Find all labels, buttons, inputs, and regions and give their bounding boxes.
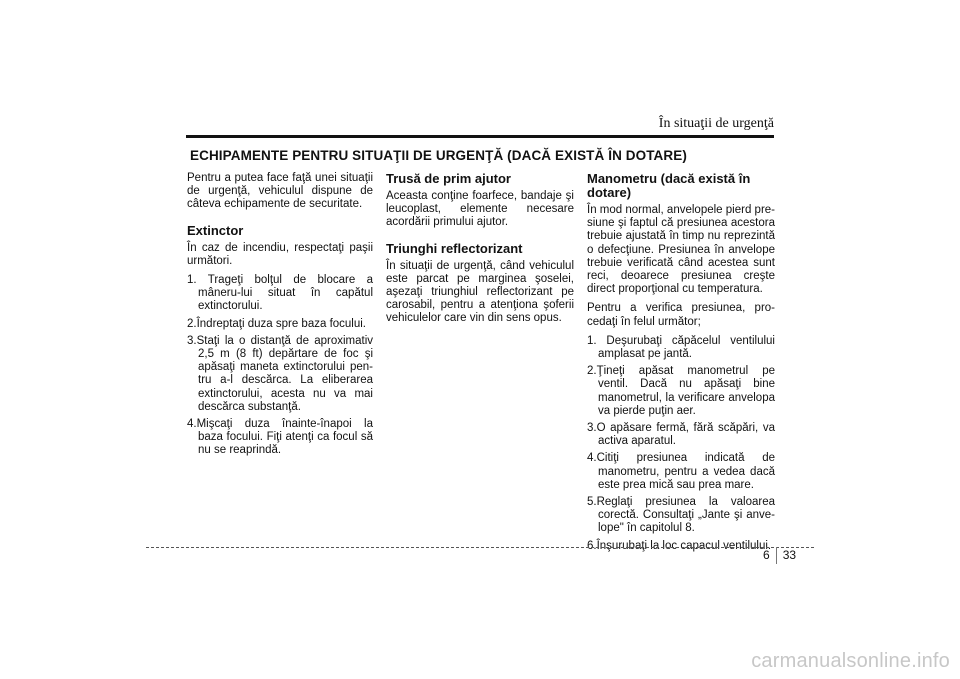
manometru-heading: Manometru (dacă există în dotare) xyxy=(587,171,751,200)
extinctor-step-3: 3.Staţi la o distanţă de aproximativ 2,5 m (8 ft) depărtare de foc şi apăsaţi maneta extinctorului pen-tru a-l descărca. La eliberarea extinctorului, acesta nu va mai descărca substanţă. xyxy=(187,334,373,413)
column-3 xyxy=(587,172,775,559)
extinctor-intro: În caz de incendiu, respectaţi paşii următori. xyxy=(187,241,373,267)
manometru-step-6: 6.Înşurubaţi la loc capacul ventilului. xyxy=(587,539,772,552)
extinctor-step-1: 1. Trageţi bolţul de blocare a mâneru-lui situat în capătul extinctorului. xyxy=(187,274,373,313)
extinctor-heading: Extinctor xyxy=(187,222,244,238)
manometru-paragraph-1: În mod normal, anvelopele pierd pre-siune şi faptul că presiunea acestora trebuie ajustată în timp nu reprezintă o defecţiune. Presiunea în anvelope trebuie verificată când acestea sunt reci, deoarece presiunea creşte direct proporţional cu temperatura. xyxy=(587,204,775,296)
chapter-number: 6 xyxy=(763,548,770,562)
trusa-text: Aceasta conţine foarfece, bandaje şi leucoplast, elemente necesare acordării primului ajutor. xyxy=(386,190,574,229)
extinctor-steps xyxy=(187,274,373,458)
header-rule xyxy=(186,135,774,138)
page-number-separator xyxy=(776,547,777,564)
manometru-steps xyxy=(587,335,775,553)
manometru-step-4: 4.Citiţi presiunea indicată de manometru, pentru a vedea dacă este prea mică sau prea mare. xyxy=(587,452,775,491)
manometru-step-3: 3.O apăsare fermă, fără scăpări, va activa aparatul. xyxy=(587,422,775,448)
extinctor-step-4: 4.Mişcaţi duza înainte-înapoi la baza focului. Fiţi atenţi ca focul să nu se reaprindă. xyxy=(187,418,373,457)
manometru-paragraph-2: Pentru a verifica presiunea, pro-cedaţi în felul următor; xyxy=(587,302,775,328)
triunghi-text: În situaţii de urgenţă, când vehiculul este parcat pe marginea şoselei, aşezaţi triunghiul reflectorizant pe carosabil, pentru a atenţiona şoferii vehiculelor care vin din sens opus. xyxy=(386,259,574,325)
page-number xyxy=(763,547,796,564)
footer-rule xyxy=(146,547,814,548)
manometru-step-1: 1. Deşurubaţi căpăcelul ventilului amplasat pe jantă. xyxy=(587,334,775,361)
manometru-step-2: 2.Ţineţi apăsat manometrul pe ventil. Dacă nu apăsaţi bine manometrul, la verificare anvelopa va pierde puţin aer. xyxy=(587,365,775,417)
watermark: carmanualsonline.info xyxy=(751,650,950,672)
manometru-step-5: 5.Reglaţi presiunea la valoarea corectă. Consultaţi „Jante şi anve-lope" în capitolul 8. xyxy=(587,496,775,535)
column-1 xyxy=(187,172,373,464)
section-heading: ECHIPAMENTE PENTRU SITUAŢII DE URGENŢĂ (DACĂ EXISTĂ ÎN DOTARE) xyxy=(190,148,687,163)
intro-paragraph: Pentru a putea face faţă unei situaţii de urgenţă, vehiculul dispune de câteva echipamente de securitate. xyxy=(187,172,373,211)
triunghi-heading: Triunghi reflectorizant xyxy=(386,240,523,256)
extinctor-step-2: 2.Îndreptaţi duza spre baza focului. xyxy=(187,317,367,330)
column-2 xyxy=(386,172,574,332)
trusa-heading: Trusă de prim ajutor xyxy=(386,171,511,186)
page-number-value: 33 xyxy=(782,548,797,562)
chapter-title: În situaţii de urgenţă xyxy=(658,116,774,131)
